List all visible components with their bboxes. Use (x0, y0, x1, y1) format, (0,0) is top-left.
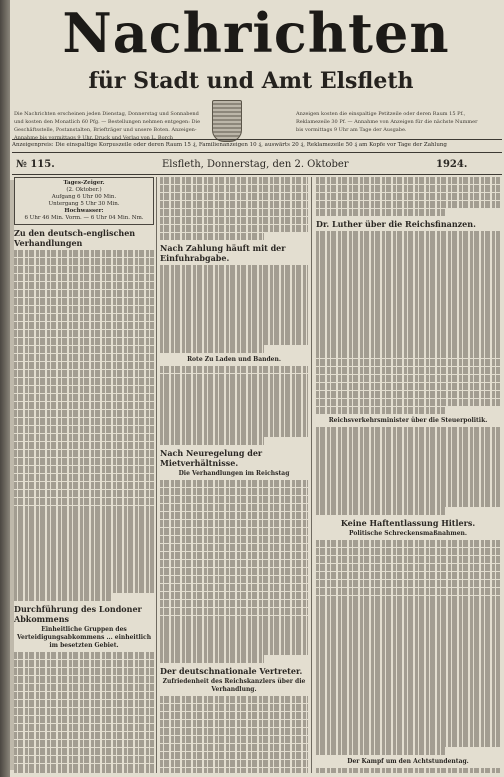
text-line (316, 443, 500, 450)
text-line (14, 386, 154, 393)
text-line (316, 375, 500, 382)
article-subheading: Zufriedenheit des Reichskanzlers über die Verhandlung. (162, 677, 306, 693)
article-body (160, 177, 308, 240)
text-line (14, 545, 154, 552)
text-line (316, 435, 500, 442)
article-subheading: Rote Zu Laden und Banden. (187, 355, 281, 363)
text-line (14, 561, 154, 568)
text-line (14, 732, 154, 739)
text-line (160, 712, 308, 719)
text-line (14, 771, 154, 773)
text-line (160, 381, 308, 388)
text-line (316, 209, 445, 216)
text-line (160, 520, 308, 527)
text-line (160, 696, 308, 703)
issue-number: № 115. (16, 159, 55, 170)
article-body (316, 177, 500, 216)
text-line (160, 209, 308, 216)
article-subheading: Der Kampf um den Achtstundentag. (347, 757, 469, 765)
text-line (316, 675, 500, 682)
article-body (14, 250, 154, 601)
newspaper-subtitle: für Stadt und Amt Elsfleth (88, 68, 414, 94)
article-body (316, 427, 500, 514)
text-line (160, 704, 308, 711)
ad-rates-line: Anzeigenpreis: Die einspaltige Korpuszeile oder deren Raum 15 ₰, Familienanzeigen 10 ₰, auswärts 20 ₰, Reklamezeile 50 ₰ am Kopfe vor Tage der Zahlung (12, 142, 447, 148)
text-line (316, 335, 500, 342)
text-line (14, 716, 154, 723)
text-line (14, 652, 154, 659)
text-line (14, 506, 154, 513)
box-title: Hochwasser: (64, 208, 104, 214)
text-line (316, 343, 500, 350)
text-line (14, 322, 154, 329)
article-heading: Der deutschnationale Vertreter. (160, 665, 303, 676)
text-line (160, 552, 308, 559)
text-line (14, 660, 154, 667)
column-3 (316, 177, 500, 773)
text-line (316, 475, 500, 482)
publication-info-right: Anzeigen kosten die einspaltige Petitzeile oder deren Raum 15 Pf., Reklamezeile 30 Pf. — Annahme von Anzeigen für die nächste Nummer bis vormittags 9 Uhr am Tage der Ausgabe. (296, 111, 478, 133)
text-line (316, 231, 500, 238)
text-line (316, 467, 500, 474)
text-line (160, 265, 308, 272)
text-line (160, 480, 308, 487)
text-line (160, 600, 308, 607)
text-line (14, 450, 154, 457)
text-line (14, 513, 154, 520)
text-line (316, 499, 500, 506)
text-line (14, 553, 154, 560)
text-line (14, 442, 154, 449)
binding-edge (0, 0, 10, 777)
text-line (160, 488, 308, 495)
text-line (160, 201, 308, 208)
text-line (14, 458, 154, 465)
text-line (316, 319, 500, 326)
article-heading: Zu den deutsch-englischen Verhandlungen (14, 228, 136, 248)
text-line (316, 399, 500, 406)
text-line (160, 313, 308, 320)
text-line (14, 676, 154, 683)
text-line (160, 728, 308, 735)
text-line (14, 724, 154, 731)
text-line (14, 298, 154, 305)
text-line (316, 635, 500, 642)
text-line (316, 177, 500, 184)
text-line (316, 768, 500, 773)
text-line (316, 603, 500, 610)
text-line (160, 413, 308, 420)
text-line (316, 391, 500, 398)
text-line (160, 744, 308, 751)
box-subtitle: (2. Oktober.) (66, 187, 102, 193)
text-line (160, 568, 308, 575)
text-line (14, 250, 154, 257)
text-line (316, 483, 500, 490)
text-line (316, 667, 500, 674)
text-line (160, 752, 308, 759)
text-line (14, 306, 154, 313)
article-body (316, 540, 500, 755)
dateline (12, 158, 502, 172)
text-line (14, 490, 154, 497)
text-line (160, 289, 308, 296)
text-line (14, 529, 154, 536)
text-line (316, 580, 500, 587)
text-line (160, 584, 308, 591)
text-line (316, 715, 500, 722)
text-line (160, 504, 308, 511)
box-line: 6 Uhr 46 Min. Vorm. — 6 Uhr 04 Min. Nm. (24, 215, 144, 221)
article-heading: Nach Zahlung häuft mit der Einfuhrabgabe. (160, 243, 286, 264)
text-line (316, 279, 500, 286)
text-line (160, 768, 308, 773)
text-line (160, 305, 308, 312)
text-line (160, 329, 308, 336)
article-body (316, 768, 500, 773)
article-heading: Keine Haftentlassung Hitlers. (340, 517, 476, 528)
article-body (160, 265, 308, 352)
text-line (160, 576, 308, 583)
text-line (316, 588, 500, 595)
text-line (160, 217, 308, 224)
text-line (316, 407, 445, 414)
text-line (316, 311, 500, 318)
text-line (316, 295, 500, 302)
text-line (160, 273, 308, 280)
text-line (316, 564, 500, 571)
text-line (14, 585, 154, 592)
text-line (14, 756, 154, 763)
text-line (160, 647, 308, 654)
text-line (14, 354, 154, 361)
text-line (160, 405, 308, 412)
text-line (316, 691, 500, 698)
text-line (160, 760, 308, 767)
text-line (14, 426, 154, 433)
column-rule (156, 177, 157, 773)
text-line (316, 255, 500, 262)
newspaper-title: Nachrichten (62, 1, 450, 65)
tages-zeiger-box (14, 177, 154, 225)
text-line (14, 258, 154, 265)
text-line (160, 337, 308, 344)
text-line (160, 592, 308, 599)
text-line (316, 611, 500, 618)
text-line (14, 274, 154, 281)
text-line (14, 266, 154, 273)
text-line (316, 572, 500, 579)
text-line (160, 512, 308, 519)
text-line (160, 225, 308, 232)
text-line (316, 707, 500, 714)
text-line (14, 537, 154, 544)
article-heading: Nach Neuregelung der Mietverhältnisse. (160, 447, 263, 468)
text-line (316, 271, 500, 278)
text-line (160, 631, 308, 638)
text-line (160, 608, 308, 615)
text-line (316, 739, 500, 746)
divider (12, 139, 502, 140)
article-subheading: Politische Schreckensmaßnahmen. (349, 529, 467, 537)
text-line (160, 193, 308, 200)
divider (12, 174, 502, 175)
text-line (160, 297, 308, 304)
text-line (160, 366, 308, 373)
text-line (14, 466, 154, 473)
column-1 (14, 177, 154, 773)
text-line (160, 560, 308, 567)
text-line (316, 359, 500, 366)
text-line (160, 281, 308, 288)
text-line (160, 639, 308, 646)
box-line: Aufgang 6 Uhr 00 Min. (51, 194, 117, 200)
text-line (14, 668, 154, 675)
text-line (316, 507, 445, 514)
article-heading: Dr. Luther über die Reichsfinanzen. (316, 219, 476, 230)
text-line (316, 651, 500, 658)
text-line (316, 548, 500, 555)
text-line (14, 370, 154, 377)
text-line (160, 185, 308, 192)
text-line (316, 659, 500, 666)
text-line (316, 201, 500, 208)
text-line (316, 287, 500, 294)
text-line (160, 374, 308, 381)
text-line (14, 593, 112, 600)
text-line (160, 429, 308, 436)
coat-of-arms-icon (212, 100, 242, 142)
text-line (14, 402, 154, 409)
text-line (316, 303, 500, 310)
text-line (160, 623, 308, 630)
text-line (14, 282, 154, 289)
issue-year: 1924. (436, 159, 468, 170)
text-line (14, 577, 154, 584)
text-line (14, 740, 154, 747)
text-line (316, 731, 500, 738)
article-heading: Durchführung des Londoner Abkommens (14, 603, 142, 624)
text-line (316, 747, 445, 754)
text-line (14, 708, 154, 715)
text-line (14, 418, 154, 425)
article-body (316, 231, 500, 414)
column-2 (160, 177, 308, 773)
text-line (160, 389, 308, 396)
article-subheading: Einheitliche Gruppen des Verteidigungsabkommens ... einheitlich im besetzten Gebiet. (16, 625, 152, 649)
text-line (316, 185, 500, 192)
text-line (316, 683, 500, 690)
text-line (14, 330, 154, 337)
text-line (316, 193, 500, 200)
text-line (160, 720, 308, 727)
text-line (160, 397, 308, 404)
text-line (14, 474, 154, 481)
text-line (316, 699, 500, 706)
text-line (14, 700, 154, 707)
text-line (14, 748, 154, 755)
article-body (160, 366, 308, 445)
box-title: Tages-Zeiger. (63, 180, 105, 186)
text-line (160, 544, 308, 551)
text-line (316, 619, 500, 626)
text-line (316, 451, 500, 458)
text-line (316, 327, 500, 334)
text-line (316, 351, 500, 358)
text-line (160, 655, 264, 662)
text-line (316, 383, 500, 390)
text-line (316, 540, 500, 547)
text-line (160, 177, 308, 184)
article-subheading: Die Verhandlungen im Reichstag (178, 469, 290, 477)
box-line: Untergang 5 Uhr 30 Min. (48, 201, 120, 207)
text-line (160, 421, 308, 428)
text-line (14, 362, 154, 369)
text-line (14, 394, 154, 401)
text-line (14, 290, 154, 297)
text-line (160, 736, 308, 743)
text-line (316, 596, 500, 603)
text-line (14, 498, 154, 505)
text-line (316, 627, 500, 634)
masthead (14, 1, 498, 68)
text-line (316, 643, 500, 650)
text-line (160, 437, 264, 444)
text-line (14, 410, 154, 417)
issue-place-date: Elsfleth, Donnerstag, den 2. Oktober (162, 159, 349, 170)
publication-info-left: Die Nachrichten erscheinen jeden Dienstag, Donnerstag und Sonnabend und kosten den Monatlich 60 Pfg. — Bestellungen nehmen entgegen: Die Geschäftsstelle, Postanstalten, Briefträger und unsere Boten. Anzeigen-Annahme bis vormittags 9 Uhr. Druck und Verlag von L. Borch (14, 111, 201, 141)
text-line (14, 434, 154, 441)
text-line (316, 263, 500, 270)
text-line (14, 569, 154, 576)
text-line (14, 482, 154, 489)
text-line (160, 616, 308, 623)
article-body (160, 480, 308, 663)
text-line (14, 314, 154, 321)
text-line (316, 491, 500, 498)
text-line (14, 764, 154, 771)
text-line (316, 427, 500, 434)
text-line (14, 346, 154, 353)
text-line (316, 723, 500, 730)
text-line (14, 338, 154, 345)
text-line (14, 521, 154, 528)
text-line (14, 684, 154, 691)
column-rule (311, 177, 312, 773)
article-subheading: Reichsverkehrsminister über die Steuerpolitik. (328, 417, 488, 425)
text-line (316, 247, 500, 254)
text-line (316, 367, 500, 374)
divider (12, 152, 502, 153)
text-line (316, 239, 500, 246)
text-line (14, 378, 154, 385)
text-line (160, 233, 264, 240)
text-line (160, 321, 308, 328)
text-line (14, 692, 154, 699)
article-body (160, 696, 308, 773)
text-line (316, 556, 500, 563)
article-body (14, 652, 154, 773)
text-line (160, 345, 264, 352)
text-line (316, 459, 500, 466)
text-line (160, 536, 308, 543)
text-line (160, 496, 308, 503)
text-line (160, 528, 308, 535)
